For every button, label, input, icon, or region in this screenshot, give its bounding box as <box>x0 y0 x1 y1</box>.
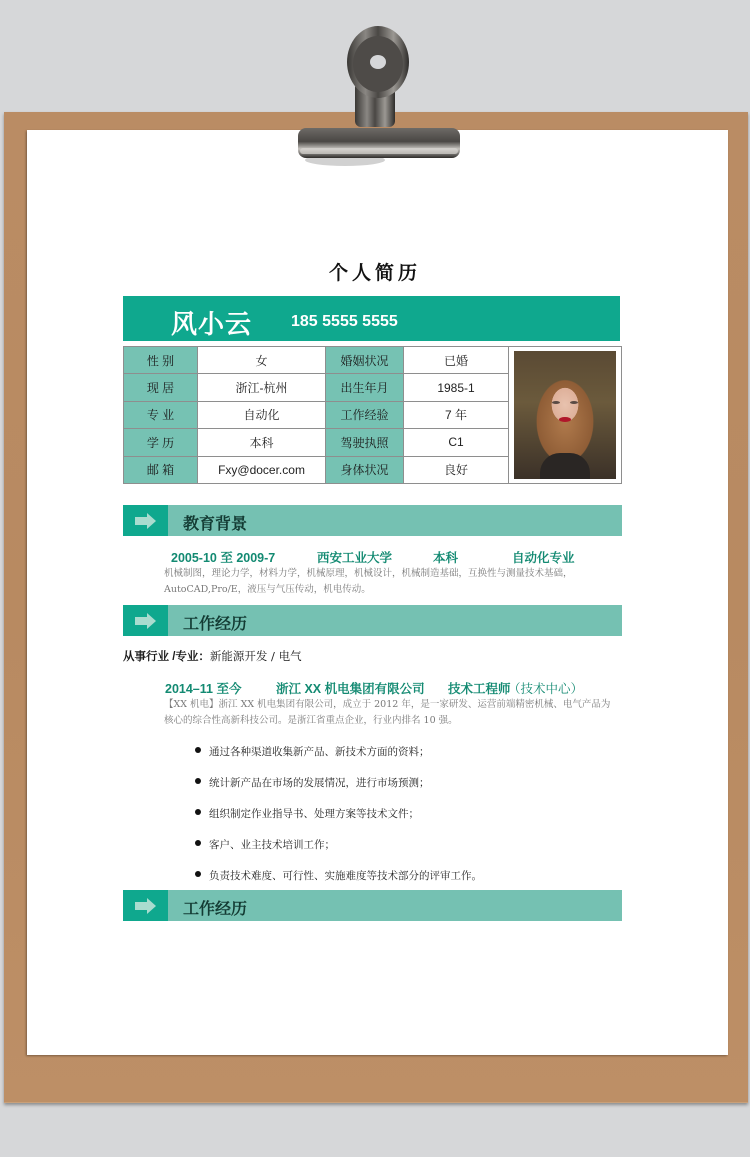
label-health: 身体状况 <box>326 456 404 483</box>
job-company: 浙江 XX 机电集团有限公司 <box>276 682 425 696</box>
duty-text: 统计新产品在市场的发展情况，进行市场预测； <box>209 777 430 789</box>
bullet-icon <box>195 778 201 784</box>
section-title: 工作经历 <box>183 901 248 918</box>
education-courses-line2: AutoCAD,Pro/E，液压与气压传动，机电传动。 <box>164 584 371 595</box>
header-bar <box>123 296 620 341</box>
section-header-education <box>123 505 622 536</box>
personal-info-table <box>123 346 622 484</box>
education-courses-line1: 机械制图，理论力学，材料力学，机械原理，机械设计，机械制造基础，互换性与测量技术基础， <box>164 568 573 579</box>
photo-detail <box>570 401 578 404</box>
label-residence: 现 居 <box>124 374 198 401</box>
education-major: 自动化专业 <box>512 551 575 565</box>
duty-text: 通过各种渠道收集新产品、新技术方面的资料； <box>209 746 430 758</box>
bullet-icon <box>195 809 201 815</box>
company-description-line2: 核心的综合性高新科技公司。是浙江省重点企业，行业内排名 10 强。 <box>164 715 458 726</box>
value-residence: 浙江-杭州 <box>198 374 326 401</box>
education-school: 西安工业大学 <box>317 551 393 565</box>
education-degree: 本科 <box>433 551 459 565</box>
section-icon-box <box>123 890 168 921</box>
photo-cell <box>509 347 622 484</box>
value-driver-license: C1 <box>404 429 509 456</box>
list-item <box>195 744 482 775</box>
job-position: 技术工程师 <box>448 682 511 696</box>
section-icon-box <box>123 505 168 536</box>
photo-detail <box>540 453 590 479</box>
label-major: 专 业 <box>124 401 198 428</box>
label-gender: 性 别 <box>124 347 198 374</box>
arrow-right-icon <box>135 613 157 629</box>
value-health: 良好 <box>404 456 509 483</box>
section-header-work <box>123 605 622 636</box>
profile-photo <box>514 351 616 479</box>
label-driver-license: 驾驶执照 <box>326 429 404 456</box>
value-major: 自动化 <box>198 401 326 428</box>
photo-detail <box>552 401 560 404</box>
applicant-name: 风小云 <box>171 309 253 339</box>
section-title: 工作经历 <box>183 616 248 633</box>
job-department: （技术中心） <box>508 682 584 696</box>
bullet-icon <box>195 840 201 846</box>
list-item <box>195 775 482 806</box>
arrow-right-icon <box>135 898 157 914</box>
section-title: 教育背景 <box>183 516 248 533</box>
value-marital-status: 已婚 <box>404 347 509 374</box>
value-email: Fxy@docer.com <box>198 456 326 483</box>
value-gender: 女 <box>198 347 326 374</box>
industry-value: 新能源开发 / 电气 <box>209 649 302 663</box>
job-period: 2014–11 至今 <box>165 682 242 696</box>
education-period: 2005-10 至 2009-7 <box>171 551 276 565</box>
document-title: 个人简历 <box>328 262 421 284</box>
duty-text: 客户、业主技术培训工作； <box>209 839 335 851</box>
list-item <box>195 837 482 868</box>
section-icon-box <box>123 605 168 636</box>
industry-label: 从事行业 /专业： <box>123 651 210 663</box>
table-row <box>124 347 622 374</box>
value-birth-date: 1985-1 <box>404 374 509 401</box>
bullet-icon <box>195 747 201 753</box>
list-item <box>195 806 482 837</box>
bullet-icon <box>195 871 201 877</box>
arrow-right-icon <box>135 513 157 529</box>
binder-clip-icon <box>0 0 750 180</box>
photo-detail <box>559 417 571 422</box>
label-birth-date: 出生年月 <box>326 374 404 401</box>
label-work-experience: 工作经验 <box>326 401 404 428</box>
industry-line <box>123 648 302 664</box>
value-work-experience: 7 年 <box>404 401 509 428</box>
section-header-work-2 <box>123 890 622 921</box>
label-email: 邮 箱 <box>124 456 198 483</box>
value-education: 本科 <box>198 429 326 456</box>
duty-text: 负责技术难度、可行性、实施难度等技术部分的评审工作。 <box>209 870 482 882</box>
applicant-phone: 185 5555 5555 <box>291 313 398 330</box>
label-education: 学 历 <box>124 429 198 456</box>
label-marital-status: 婚姻状况 <box>326 347 404 374</box>
duty-text: 组织制定作业指导书、处理方案等技术文件； <box>209 808 419 820</box>
duties-list <box>195 744 482 899</box>
company-description-line1: 【XX 机电】浙江 XX 机电集团有限公司，成立于 2012 年，是一家研发、运营前端精密机械、电气产品为 <box>164 699 611 710</box>
